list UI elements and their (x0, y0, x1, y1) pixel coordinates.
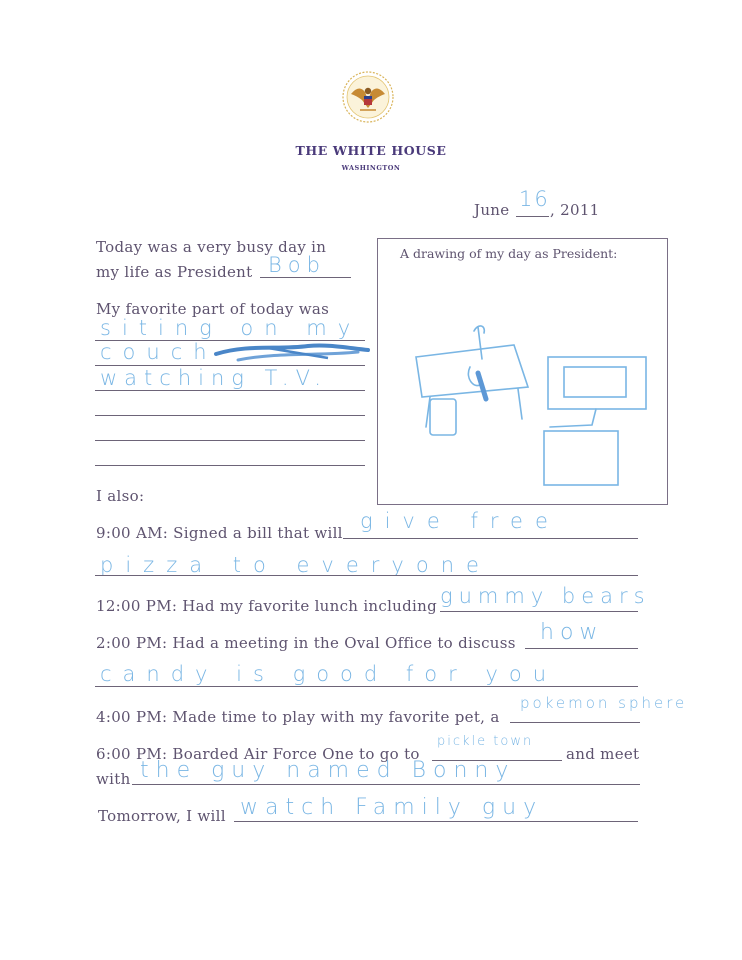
date-day-blank (516, 216, 549, 217)
bill-blank-1 (343, 538, 638, 539)
meeting-prompt: 2:00 PM: Had a meeting in the Oval Office to discuss (96, 634, 516, 652)
bill-prompt: 9:00 AM: Signed a bill that will (96, 524, 343, 542)
drawing-caption: A drawing of my day as President: (400, 246, 618, 261)
lunch-answer: gummy bears (440, 584, 651, 608)
lunch-prompt: 12:00 PM: Had my favorite lunch including (96, 597, 437, 615)
intro-line-1: Today was a very busy day in (96, 238, 327, 256)
tomorrow-answer: watch Family guy (240, 795, 544, 820)
president-name-blank (260, 277, 351, 278)
pet-answer: pokemon sphere (520, 694, 688, 712)
favorite-blank-4 (95, 415, 365, 416)
intro-line-2: my life as President (96, 263, 253, 281)
pet-prompt: 4:00 PM: Made time to play with my favorite pet, a (96, 708, 500, 726)
af1-prompt: 6:00 PM: Boarded Air Force One to go to (96, 745, 420, 763)
scribble-crossout-icon (208, 338, 373, 366)
letterhead-subtitle: WASHINGTON (341, 164, 401, 172)
meeting-blank-1 (525, 648, 638, 649)
bill-answer-2: pizza to everyone (100, 553, 491, 577)
with-label: with (96, 770, 131, 788)
meeting-answer-1: how (540, 620, 604, 645)
af1-suffix: and meet (566, 745, 640, 763)
favorite-blank-1 (95, 340, 365, 341)
crayon-drawing-icon (378, 239, 667, 504)
tomorrow-blank (234, 821, 638, 822)
with-blank (132, 784, 640, 785)
favorite-answer-line-2: couch (100, 340, 218, 364)
bill-answer-1: give free (360, 509, 560, 533)
letterhead-title: THE WHITE HOUSE (295, 143, 447, 158)
af1-place: pickle town (437, 734, 534, 749)
favorite-blank-3 (95, 390, 365, 391)
meeting-blank-2 (95, 686, 638, 687)
lunch-blank (440, 611, 638, 612)
favorite-answer-line-3: watching T.V. (100, 366, 328, 390)
date-month: June (474, 201, 510, 219)
favorite-blank-5 (95, 440, 365, 441)
drawing-box (377, 238, 668, 505)
favorite-answer-line-1: siting on my (100, 316, 362, 340)
date-year: , 2011 (550, 201, 600, 219)
presidential-seal-icon (341, 70, 395, 124)
also-label: I also: (96, 487, 145, 505)
favorite-blank-2 (95, 365, 365, 366)
meeting-answer-2: candy is good for you (100, 662, 558, 686)
bill-blank-2 (95, 575, 638, 576)
pet-blank (510, 722, 640, 723)
president-name-handwritten: Bob (268, 253, 326, 277)
favorite-blank-6 (95, 465, 365, 466)
favorite-prompt: My favorite part of today was (96, 300, 330, 318)
tomorrow-prompt: Tomorrow, I will (98, 807, 226, 825)
date-day-handwritten: 16 (519, 187, 550, 211)
with-answer: the guy named Bonny (140, 758, 516, 783)
